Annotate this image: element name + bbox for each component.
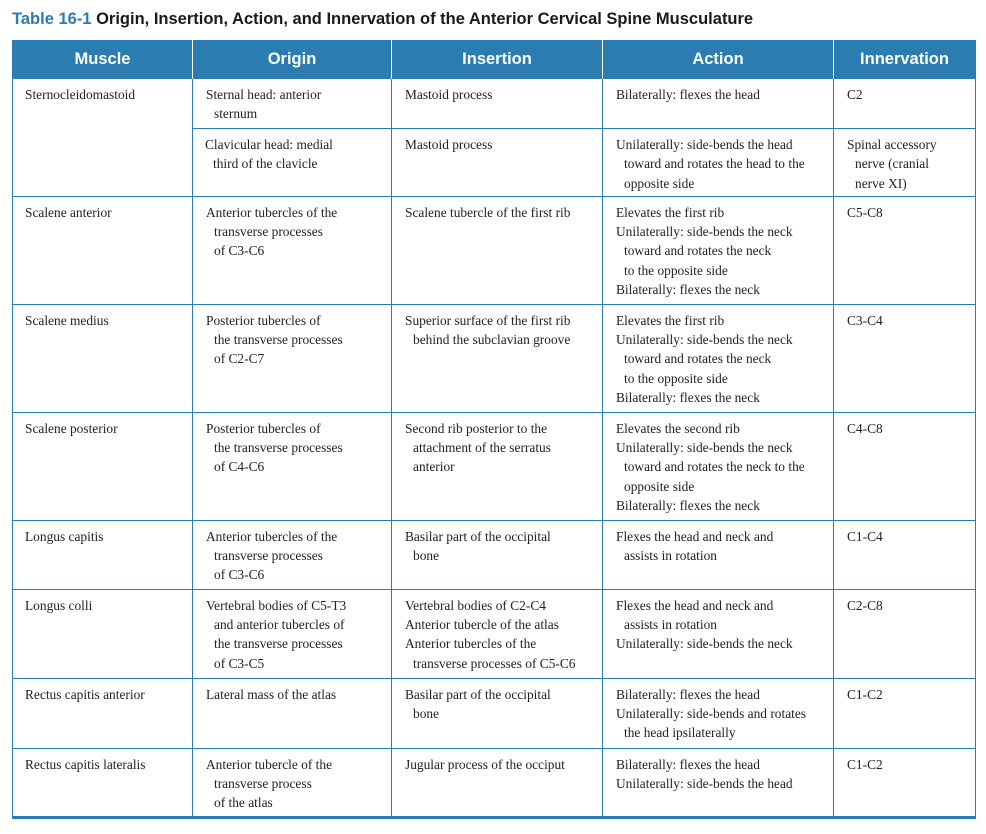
innervation-line: C2-C8 bbox=[847, 597, 883, 613]
action-line: the head ipsilaterally bbox=[624, 725, 736, 741]
muscle-name: Scalene posterior bbox=[25, 420, 118, 436]
origin-cell bbox=[193, 678, 392, 748]
action-cell bbox=[603, 196, 834, 304]
innervation-cell bbox=[834, 589, 976, 678]
origin-line: Vertebral bodies of C5-T3 bbox=[206, 597, 347, 613]
muscle-cell bbox=[13, 304, 193, 412]
action-line: assists in rotation bbox=[624, 548, 717, 564]
action-cell bbox=[603, 412, 834, 520]
action-line: Bilaterally: flexes the neck bbox=[616, 498, 760, 514]
insertion-cell bbox=[392, 520, 603, 589]
action-line: to the opposite side bbox=[624, 262, 728, 278]
origin-line: and anterior tubercles of bbox=[214, 617, 345, 633]
innervation-line: C2 bbox=[847, 87, 863, 102]
origin-line: Clavicular head: medial bbox=[205, 137, 333, 152]
action-line: assists in rotation bbox=[624, 617, 717, 633]
action-cell bbox=[603, 520, 834, 589]
header-action: Action bbox=[603, 40, 834, 79]
action-cell bbox=[603, 129, 834, 197]
innervation-line: nerve (cranial bbox=[855, 156, 929, 172]
insertion-line: Anterior tubercles of the bbox=[405, 636, 537, 652]
origin-cell bbox=[193, 196, 392, 304]
action-line: Unilaterally: side-bends the neck bbox=[616, 224, 793, 240]
insertion-line: Scalene tubercle of the first rib bbox=[405, 204, 571, 220]
origin-line: the transverse processes bbox=[214, 332, 343, 348]
origin-line: of C3-C6 bbox=[214, 567, 265, 583]
innervation-cell bbox=[834, 748, 976, 817]
insertion-line: Second rib posterior to the bbox=[405, 420, 548, 436]
table-row bbox=[13, 520, 976, 589]
muscle-cell bbox=[13, 196, 193, 304]
muscle-cell bbox=[13, 589, 193, 678]
innervation-line: Spinal accessory bbox=[847, 137, 937, 152]
action-line: Bilaterally: flexes the head bbox=[616, 686, 760, 702]
action-line: Flexes the head and neck and bbox=[616, 597, 774, 613]
action-line: toward and rotates the neck bbox=[624, 351, 772, 367]
insertion-cell bbox=[392, 748, 603, 817]
musculature-table bbox=[12, 40, 976, 819]
origin-line: Anterior tubercles of the bbox=[206, 528, 338, 544]
header-innervation: Innervation bbox=[834, 40, 976, 79]
action-line: Unilaterally: side-bends the neck bbox=[616, 332, 793, 348]
header-insertion: Insertion bbox=[392, 40, 603, 79]
origin-line: of C3-C6 bbox=[214, 243, 265, 259]
action-line: Bilaterally: flexes the head bbox=[616, 87, 760, 102]
insertion-line: behind the subclavian groove bbox=[413, 332, 571, 348]
action-line: Unilaterally: side-bends the head bbox=[616, 776, 793, 792]
innervation-line: C4-C8 bbox=[847, 420, 883, 436]
muscle-name: Longus capitis bbox=[25, 528, 104, 544]
table-row bbox=[13, 412, 976, 520]
insertion-line: Mastoid process bbox=[405, 87, 493, 102]
muscle-name: Sternocleidomastoid bbox=[25, 87, 136, 102]
muscle-name: Scalene medius bbox=[25, 312, 109, 328]
insertion-cell bbox=[392, 129, 603, 197]
origin-cell bbox=[193, 129, 392, 197]
action-cell bbox=[603, 678, 834, 748]
insertion-line: bone bbox=[413, 706, 440, 722]
insertion-line: Vertebral bodies of C2-C4 bbox=[405, 597, 546, 613]
action-line: Flexes the head and neck and bbox=[616, 528, 774, 544]
muscle-cell bbox=[13, 520, 193, 589]
action-line: Unilaterally: side-bends the neck bbox=[616, 636, 793, 652]
insertion-line: Superior surface of the first rib bbox=[405, 312, 571, 328]
origin-line: of C3-C5 bbox=[214, 655, 265, 671]
origin-line: third of the clavicle bbox=[213, 156, 318, 172]
action-cell bbox=[603, 589, 834, 678]
table-body bbox=[13, 79, 976, 818]
action-line: toward and rotates the neck bbox=[624, 243, 772, 259]
innervation-cell bbox=[834, 678, 976, 748]
origin-line: Anterior tubercle of the bbox=[206, 756, 333, 772]
muscle-cell bbox=[13, 748, 193, 817]
origin-cell bbox=[193, 412, 392, 520]
action-line: toward and rotates the head to the bbox=[624, 156, 805, 172]
innervation-cell bbox=[834, 304, 976, 412]
muscle-name: Scalene anterior bbox=[25, 204, 112, 220]
insertion-line: anterior bbox=[413, 459, 455, 475]
table-title: Origin, Insertion, Action, and Innervation of the Anterior Cervical Spine Musculature bbox=[96, 10, 754, 28]
table-header bbox=[13, 40, 976, 79]
muscle-cell bbox=[13, 412, 193, 520]
origin-line: transverse processes bbox=[214, 548, 323, 564]
table-row bbox=[13, 748, 976, 817]
origin-line: Posterior tubercles of bbox=[206, 420, 321, 436]
origin-cell bbox=[193, 304, 392, 412]
muscle-name: Rectus capitis anterior bbox=[25, 686, 145, 702]
innervation-line: C1-C2 bbox=[847, 686, 883, 702]
action-line: Elevates the first rib bbox=[616, 204, 725, 220]
origin-line: Anterior tubercles of the bbox=[206, 204, 338, 220]
insertion-line: attachment of the serratus bbox=[413, 440, 551, 456]
header-origin: Origin bbox=[193, 40, 392, 79]
header-row bbox=[13, 40, 976, 79]
insertion-cell bbox=[392, 678, 603, 748]
origin-cell bbox=[193, 520, 392, 589]
origin-line: Sternal head: anterior bbox=[206, 87, 322, 102]
muscle-name: Longus colli bbox=[25, 597, 93, 613]
table-row bbox=[13, 678, 976, 748]
origin-line: the transverse processes bbox=[214, 636, 343, 652]
action-line: Bilaterally: flexes the neck bbox=[616, 282, 760, 298]
innervation-cell bbox=[834, 196, 976, 304]
insertion-cell bbox=[392, 196, 603, 304]
action-line: Bilaterally: flexes the neck bbox=[616, 390, 760, 406]
muscle-name: Rectus capitis lateralis bbox=[25, 756, 146, 772]
origin-line: of C4-C6 bbox=[214, 459, 265, 475]
action-cell bbox=[603, 748, 834, 817]
insertion-cell bbox=[392, 304, 603, 412]
action-line: Unilaterally: side-bends and rotates bbox=[616, 706, 807, 722]
action-line: opposite side bbox=[624, 478, 695, 494]
table-caption bbox=[12, 10, 753, 29]
header-muscle: Muscle bbox=[13, 40, 193, 79]
origin-line: transverse processes bbox=[214, 224, 323, 240]
innervation-line: C3-C4 bbox=[847, 312, 883, 328]
origin-cell bbox=[193, 79, 392, 129]
innervation-line: C1-C4 bbox=[847, 528, 883, 544]
innervation-cell bbox=[834, 129, 976, 197]
innervation-cell bbox=[834, 520, 976, 589]
insertion-line: Jugular process of the occiput bbox=[405, 756, 565, 772]
innervation-line: C1-C2 bbox=[847, 756, 883, 772]
origin-line: the transverse processes bbox=[214, 440, 343, 456]
action-line: Bilaterally: flexes the head bbox=[616, 756, 760, 772]
origin-line: of the atlas bbox=[214, 795, 273, 811]
table-row bbox=[13, 589, 976, 678]
innervation-cell bbox=[834, 79, 976, 129]
action-line: opposite side bbox=[624, 175, 695, 191]
action-cell bbox=[603, 304, 834, 412]
muscle-cell bbox=[13, 79, 193, 197]
insertion-cell bbox=[392, 412, 603, 520]
table-row bbox=[13, 304, 976, 412]
insertion-line: bone bbox=[413, 548, 440, 564]
innervation-line: C5-C8 bbox=[847, 204, 883, 220]
table-row bbox=[13, 79, 976, 129]
table-row bbox=[13, 196, 976, 304]
action-line: Unilaterally: side-bends the head bbox=[616, 137, 793, 152]
action-line: toward and rotates the neck to the bbox=[624, 459, 805, 475]
innervation-line: nerve XI) bbox=[855, 175, 907, 191]
origin-line: transverse process bbox=[214, 776, 312, 792]
action-line: to the opposite side bbox=[624, 370, 728, 386]
innervation-cell bbox=[834, 412, 976, 520]
insertion-line: Anterior tubercle of the atlas bbox=[405, 617, 559, 633]
insertion-cell bbox=[392, 79, 603, 129]
origin-cell bbox=[193, 748, 392, 817]
origin-line: of C2-C7 bbox=[214, 351, 265, 367]
action-cell bbox=[603, 79, 834, 129]
insertion-cell bbox=[392, 589, 603, 678]
origin-line: Posterior tubercles of bbox=[206, 312, 321, 328]
origin-line: sternum bbox=[214, 106, 258, 122]
insertion-line: Basilar part of the occipital bbox=[405, 686, 551, 702]
muscle-cell bbox=[13, 678, 193, 748]
insertion-line: transverse processes of C5-C6 bbox=[413, 655, 576, 671]
origin-cell bbox=[193, 589, 392, 678]
table-number: Table 16-1 bbox=[12, 10, 92, 28]
action-line: Elevates the second rib bbox=[616, 420, 740, 436]
action-line: Unilaterally: side-bends the neck bbox=[616, 440, 793, 456]
origin-line: Lateral mass of the atlas bbox=[206, 686, 337, 702]
insertion-line: Mastoid process bbox=[405, 137, 493, 152]
action-line: Elevates the first rib bbox=[616, 312, 725, 328]
insertion-line: Basilar part of the occipital bbox=[405, 528, 551, 544]
